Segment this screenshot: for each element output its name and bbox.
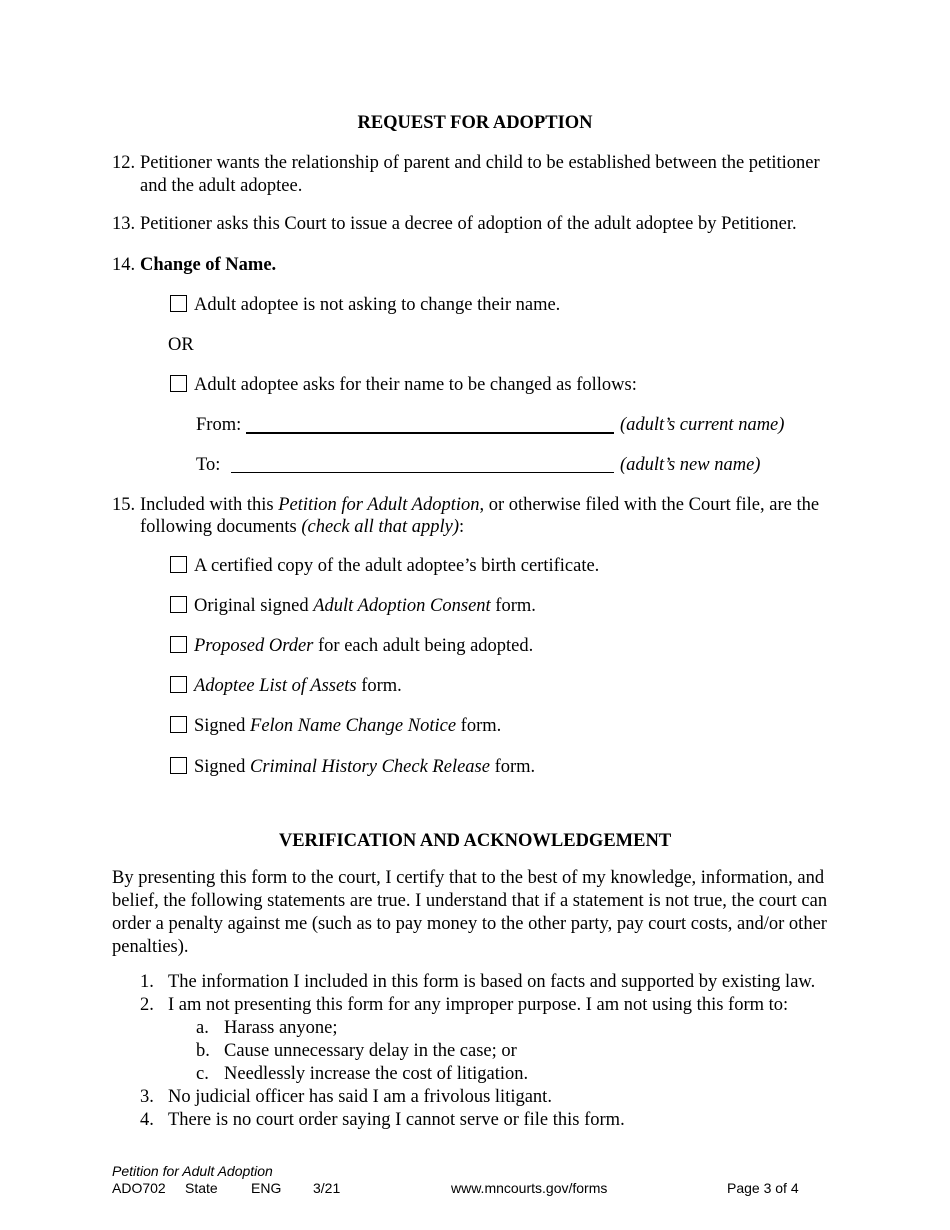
footer-jurisdiction: State [185, 1180, 218, 1196]
item-12-line2: and the adult adoptee. [140, 176, 303, 196]
verification-para-line1: By presenting this form to the court, I certify that to the best of my knowledge, information, and [112, 868, 825, 888]
item-14-number: 14. [112, 255, 136, 275]
item-13-number: 13. [112, 214, 136, 234]
ack-item-3-number: 3. [140, 1087, 154, 1107]
new-name-field[interactable] [231, 454, 614, 472]
ack-subitem-a-letter: a. [196, 1018, 209, 1038]
new-name-hint: (adult’s new name) [620, 455, 761, 475]
ack-item-4-number: 4. [140, 1110, 154, 1130]
footer-language: ENG [251, 1180, 282, 1196]
footer-website: www.mncourts.gov/forms [451, 1180, 608, 1196]
name-change-label: Adult adoptee asks for their name to be changed as follows: [194, 375, 637, 395]
birth-certificate-checkbox[interactable] [170, 556, 187, 573]
verification-para-line4: penalties). [112, 937, 189, 957]
verification-heading: VERIFICATION AND ACKNOWLEDGEMENT [278, 831, 672, 851]
item-12-number: 12. [112, 153, 136, 173]
footer-revision: 3/21 [313, 1180, 341, 1196]
footer-form-title: Petition for Adult Adoption [112, 1163, 273, 1179]
ack-item-1-text: The information I included in this form is based on facts and supported by existing law. [168, 972, 816, 992]
felon-notice-label: Signed Felon Name Change Notice form. [194, 716, 502, 736]
ack-item-3-text: No judicial officer has said I am a frivolous litigant. [168, 1087, 552, 1107]
verification-para-line2: belief, the following statements are true. I understand that if a statement is not true, the court can [112, 891, 828, 911]
ack-item-1-number: 1. [140, 972, 154, 992]
current-name-field[interactable] [246, 414, 614, 432]
list-of-assets-label: Adoptee List of Assets form. [194, 676, 402, 696]
felon-notice-checkbox[interactable] [170, 716, 187, 733]
criminal-history-checkbox[interactable] [170, 757, 187, 774]
or-separator: OR [168, 335, 194, 355]
proposed-order-checkbox[interactable] [170, 636, 187, 653]
request-heading: REQUEST FOR ADOPTION [357, 113, 593, 133]
item-15-number: 15. [112, 495, 136, 515]
item-15-line1: Included with this Petition for Adult Adoption, or otherwise filed with the Court file, are the [140, 495, 820, 515]
item-14-title: Change of Name. [140, 255, 277, 275]
ack-subitem-c-text: Needlessly increase the cost of litigation. [224, 1064, 529, 1084]
birth-certificate-label: A certified copy of the adult adoptee’s birth certificate. [194, 556, 600, 576]
consent-form-checkbox[interactable] [170, 596, 187, 613]
name-change-checkbox[interactable] [170, 375, 187, 392]
proposed-order-label: Proposed Order for each adult being adopted. [194, 636, 534, 656]
ack-subitem-c-letter: c. [196, 1064, 209, 1084]
from-label: From: [196, 415, 242, 435]
item-12-line1: Petitioner wants the relationship of parent and child to be established between the petitioner [140, 153, 820, 173]
current-name-underline [246, 432, 614, 434]
item-15-line2: following documents (check all that apply): [140, 517, 465, 537]
to-label: To: [196, 455, 221, 475]
ack-item-4-text: There is no court order saying I cannot serve or file this form. [168, 1110, 625, 1130]
consent-form-label: Original signed Adult Adoption Consent form. [194, 596, 536, 616]
ack-subitem-a-text: Harass anyone; [224, 1018, 338, 1038]
criminal-history-label: Signed Criminal History Check Release form. [194, 757, 536, 777]
item-13-text: Petitioner asks this Court to issue a decree of adoption of the adult adoptee by Petitioner. [140, 214, 797, 234]
no-name-change-label: Adult adoptee is not asking to change their name. [194, 295, 561, 315]
new-name-underline [231, 472, 614, 473]
ack-subitem-b-text: Cause unnecessary delay in the case; or [224, 1041, 517, 1061]
list-of-assets-checkbox[interactable] [170, 676, 187, 693]
ack-subitem-b-letter: b. [196, 1041, 210, 1061]
footer-page-number: Page 3 of 4 [727, 1180, 799, 1196]
current-name-hint: (adult’s current name) [620, 415, 785, 435]
ack-item-2-text: I am not presenting this form for any improper purpose. I am not using this form to: [168, 995, 789, 1015]
no-name-change-checkbox[interactable] [170, 295, 187, 312]
verification-para-line3: order a penalty against me (such as to pay money to the other party, pay court costs, and/or other [112, 914, 827, 934]
ack-item-2-number: 2. [140, 995, 154, 1015]
footer-form-code: ADO702 [112, 1180, 166, 1196]
